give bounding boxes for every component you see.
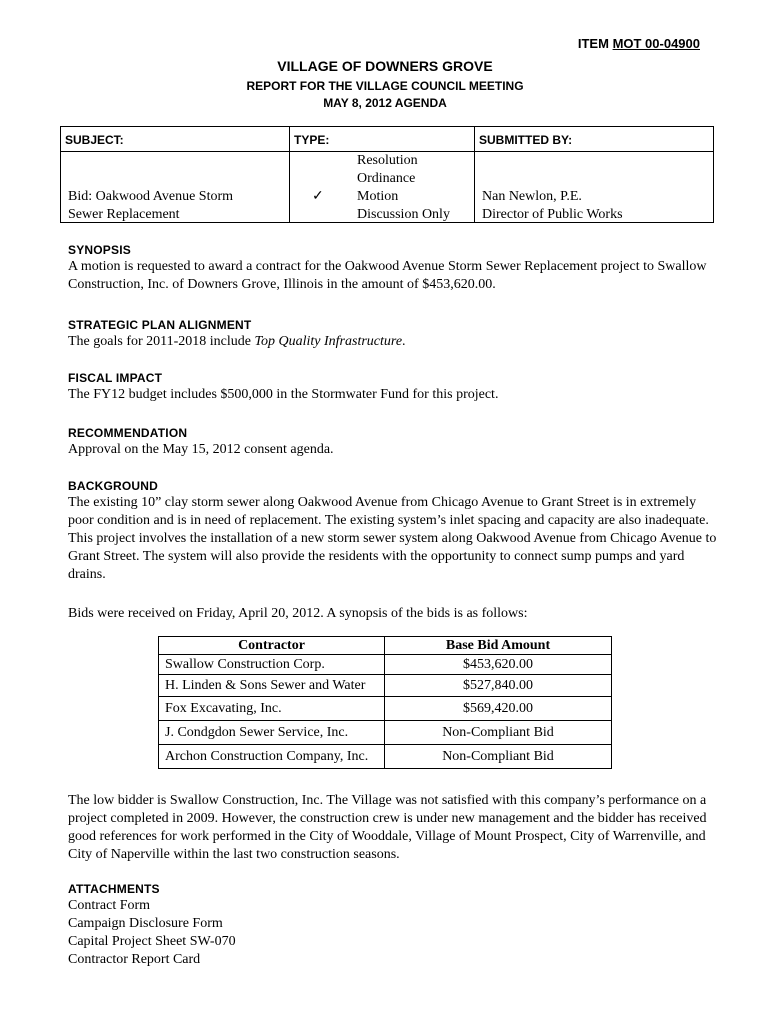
synopsis-section <box>68 243 718 294</box>
synopsis-heading: SYNOPSIS <box>68 243 131 257</box>
table-row <box>159 745 612 769</box>
type-option: Discussion Only <box>357 207 450 222</box>
column-divider <box>474 127 475 222</box>
document-title: VILLAGE OF DOWNERS GROVE <box>277 58 493 74</box>
recommendation-section <box>68 426 718 459</box>
table-row <box>159 697 612 721</box>
contractor-cell: Fox Excavating, Inc. <box>159 697 385 721</box>
subject-value <box>68 188 233 224</box>
item-number-value: MOT 00-04900 <box>612 36 700 51</box>
item-number <box>578 36 700 51</box>
low-bidder-body: The low bidder is Swallow Construction, Inc. The Village was not satisfied with this company’s performance on a project completed in 2009. However, the construction crew is under new management and the bidder has received good references for work performed in the City of Wooddale, Village of Mount Prospect, City of Warrenville, and City of Naperville within the last two construction seasons. <box>68 793 707 862</box>
table-row <box>159 675 612 697</box>
contractor-cell: H. Linden & Sons Sewer and Water <box>159 675 385 697</box>
background-body: The existing 10” clay storm sewer along Oakwood Avenue from Chicago Avenue to Grant Street is in extremely poor condition and is in need of replacement. The existing system’s inlet spacing and capacity are also inadequate. This project involves the installation of a new storm sewer system along Oakwood Avenue from Chicago Avenue to Grant Street. The system will also provide the residents with the opportunity to connect sump pumps and yard drains. <box>68 495 717 582</box>
table-row <box>159 655 612 675</box>
bid-amount-cell: Non-Compliant Bid <box>385 745 612 769</box>
column-header: Base Bid Amount <box>385 637 612 655</box>
table-row <box>159 721 612 745</box>
subject-line-2: Sewer Replacement <box>68 207 180 222</box>
submitted-by-label: SUBMITTED BY: <box>479 133 573 147</box>
fiscal-heading: FISCAL IMPACT <box>68 371 163 385</box>
type-option: Ordinance <box>357 171 416 186</box>
type-option: Resolution <box>357 153 418 168</box>
subject-line-1: Bid: Oakwood Avenue Storm <box>68 189 234 204</box>
bid-amount-cell: Non-Compliant Bid <box>385 721 612 745</box>
subject-table <box>60 126 714 223</box>
strategic-section <box>68 318 718 351</box>
bids-table <box>158 636 612 769</box>
subject-label: SUBJECT: <box>65 133 124 147</box>
bid-amount-cell: $453,620.00 <box>385 655 612 675</box>
bids-intro: Bids were received on Friday, April 20, 2012. A synopsis of the bids is as follows: <box>68 606 528 621</box>
recommendation-body: Approval on the May 15, 2012 consent agenda. <box>68 442 334 457</box>
low-bidder-section <box>68 792 718 864</box>
fiscal-section <box>68 371 718 404</box>
recommendation-heading: RECOMMENDATION <box>68 426 188 440</box>
strategic-body <box>68 333 718 351</box>
synopsis-body: A motion is requested to award a contract for the Oakwood Avenue Storm Sewer Replacement project to Swallow Construction, Inc. of Downers Grove, Illinois in the amount of $453,620.00. <box>68 259 707 292</box>
type-options <box>357 152 450 224</box>
type-label: TYPE: <box>294 133 330 147</box>
type-option-selected: Motion <box>357 189 399 204</box>
submitter-name: Nan Newlon, P.E. <box>482 189 582 204</box>
table-header-row <box>159 637 612 655</box>
background-section <box>68 479 718 623</box>
contractor-cell: J. Condgdon Sewer Service, Inc. <box>159 721 385 745</box>
bid-amount-cell: $569,420.00 <box>385 697 612 721</box>
background-heading: BACKGROUND <box>68 479 158 493</box>
column-header: Contractor <box>159 637 385 655</box>
attachment-item: Capital Project Sheet SW-070 <box>68 934 236 949</box>
bid-amount-cell: $527,840.00 <box>385 675 612 697</box>
fiscal-body: The FY12 budget includes $500,000 in the Stormwater Fund for this project. <box>68 387 499 402</box>
attachments-section <box>68 882 718 969</box>
column-divider <box>289 127 290 222</box>
agenda-date: MAY 8, 2012 AGENDA <box>323 96 447 110</box>
report-subtitle: REPORT FOR THE VILLAGE COUNCIL MEETING <box>246 79 524 93</box>
attachments-heading: ATTACHMENTS <box>68 882 160 896</box>
submitted-by-value <box>482 188 623 224</box>
strategic-goal: Top Quality Infrastructure <box>254 334 403 349</box>
checkmark-icon: ✓ <box>312 189 324 204</box>
attachment-item: Campaign Disclosure Form <box>68 916 223 931</box>
contractor-cell: Swallow Construction Corp. <box>159 655 385 675</box>
submitter-title: Director of Public Works <box>482 207 623 222</box>
attachment-item: Contract Form <box>68 898 151 913</box>
strategic-body-end: . <box>402 334 406 349</box>
contractor-cell: Archon Construction Company, Inc. <box>159 745 385 769</box>
strategic-body-text: The goals for 2011-2018 include <box>68 334 255 349</box>
attachment-item: Contractor Report Card <box>68 952 201 967</box>
item-prefix: ITEM <box>577 36 609 51</box>
strategic-heading: STRATEGIC PLAN ALIGNMENT <box>68 318 252 332</box>
